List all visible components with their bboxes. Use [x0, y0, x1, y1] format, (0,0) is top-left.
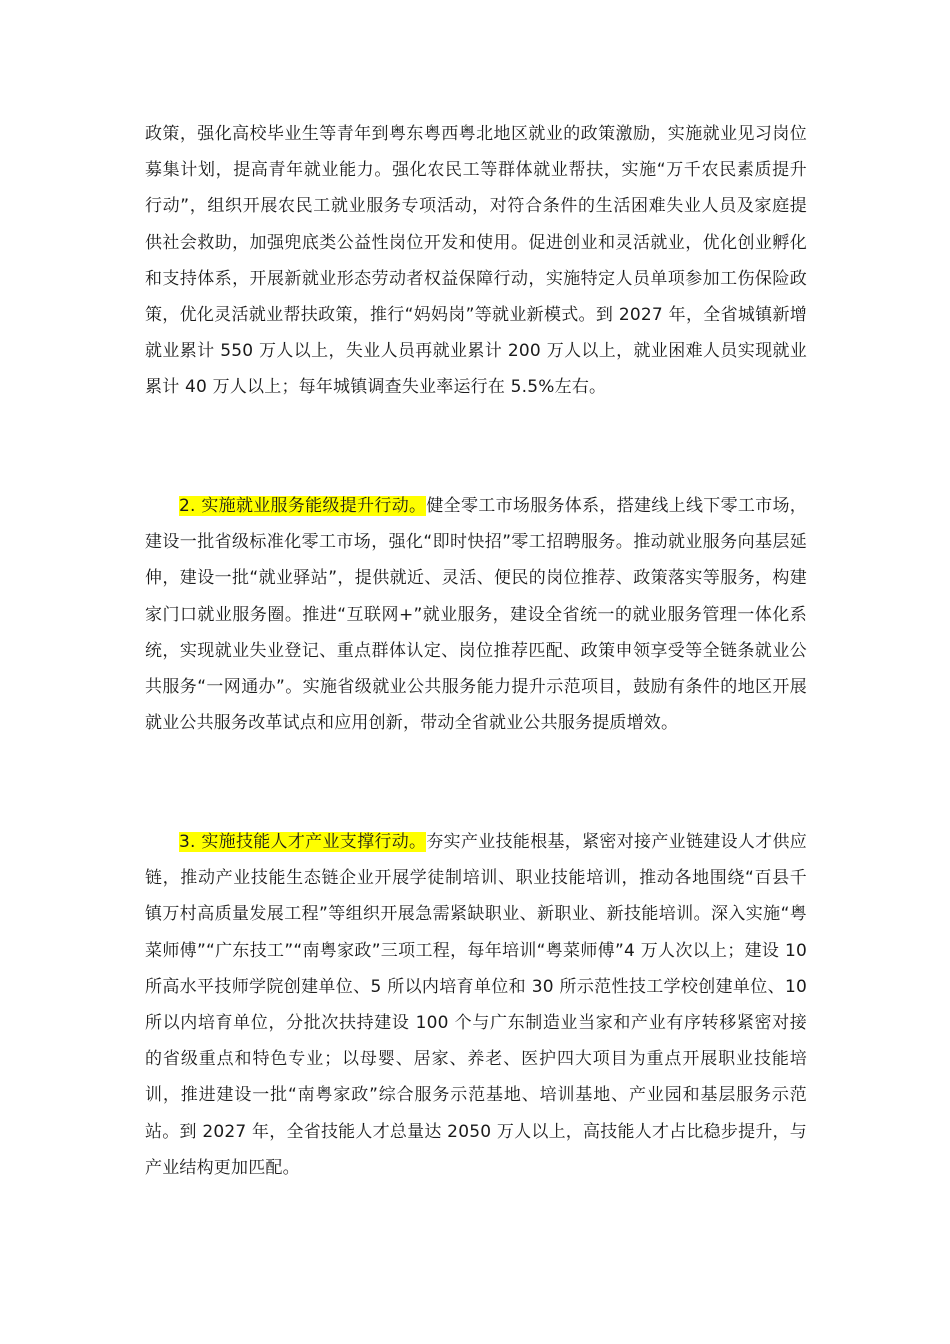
paragraph-body: 夯实产业技能根基，紧密对接产业链建设人才供应链，推动产业技能生态链企业开展学徒制培训、职业技能培训，推动各地围绕“百县千镇万村高质量发展工程”等组织开展急需紧缺职业、新职业、新技能培训。深入实施“粤菜师傅”“广东技工”“南粤家政”三项工程，每年培训“粤菜师傅”4 万人次以上；建设 10 所高水平技师学院创建单位、5 所以内培育单位和 30 所示范性技工学校创建单位、10 所以内培育单位，分批次扶持建设 100 个与广东制造业当家和产业有序转移紧密对接的省级重点和特色专业；以母婴、居家、养老、医护四大项目为重点开展职业技能培训，推进建设一批“南粤家政”综合服务示范基地、培训基地、产业园和基层服务示范站。到 2027 年，全省技能人才总量达 2050 万人以上，高技能人才占比稳步提升，与产业结构更加匹配。: [145, 832, 808, 1178]
paragraph-employment-policy: [145, 116, 807, 406]
paragraph-skilled-talent: [145, 824, 807, 1186]
paragraph-body: 健全零工市场服务体系，搭建线上线下零工市场，建设一批省级标准化零工市场，强化“即时快招”零工招聘服务。推动就业服务向基层延伸，建设一批“就业驿站”，提供就近、灵活、便民的岗位推荐、政策落实等服务，构建家门口就业服务圈。推进“互联网+”就业服务，建设全省统一的就业服务管理一体化系统，实现就业失业登记、重点群体认定、岗位推荐匹配、政策申领享受等全链条就业公共服务“一网通办”。实施省级就业公共服务能力提升示范项目，鼓励有条件的地区开展就业公共服务改革试点和应用创新，带动全省就业公共服务提质增效。: [145, 496, 808, 734]
paragraph-body: 政策，强化高校毕业生等青年到粤东粤西粤北地区就业的政策激励，实施就业见习岗位募集计划，提高青年就业能力。强化农民工等群体就业帮扶，实施“万千农民素质提升行动”，组织开展农民工就业服务专项活动，对符合条件的生活困难失业人员及家庭提供社会救助，加强兜底类公益性岗位开发和使用。促进创业和灵活就业，优化创业孵化和支持体系，开展新就业形态劳动者权益保障行动，实施特定人员单项参加工伤保险政策，优化灵活就业帮扶政策，推行“妈妈岗”等就业新模式。到 2027 年，全省城镇新增就业累计 550 万人以上，失业人员再就业累计 200 万人以上，就业困难人员实现就业累计 40 万人以上；每年城镇调查失业率运行在 5.5%左右。: [145, 124, 807, 398]
paragraph-employment-service: [145, 488, 807, 741]
highlighted-heading: 2. 实施就业服务能级提升行动。: [179, 496, 427, 516]
highlighted-heading: 3. 实施技能人才产业支撑行动。: [179, 832, 427, 852]
